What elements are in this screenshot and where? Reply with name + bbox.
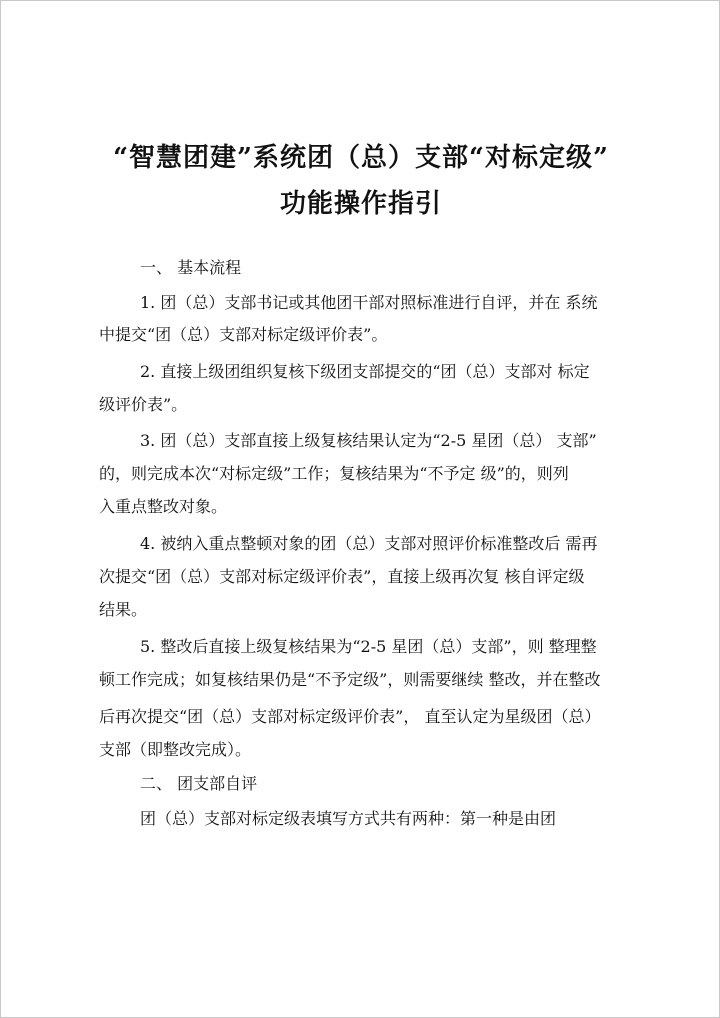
- section-heading-self-evaluation: 二、 团支部自评: [140, 774, 258, 793]
- paragraph-4-line-2: 次提交“团（总）支部对标定级评价表”，直接上级再次复 核自评定级: [99, 567, 585, 586]
- paragraph-4-line-3: 结果。: [99, 600, 148, 619]
- document-title-line-1: “智慧团建”系统团（总）支部“对标定级”: [113, 143, 609, 173]
- paragraph-5-line-2: 顿工作完成；如复核结果仍是“不予定级”，则需要继续 整改，并在整改: [99, 670, 601, 689]
- paragraph-4-line-1: 4. 被纳入重点整顿对象的团（总）支部对照评价标准整改后 需再: [140, 534, 598, 553]
- paragraph-1-line-2: 中提交“团（总）支部对标定级评价表”。: [99, 325, 388, 344]
- paragraph-3-line-3: 入重点整改对象。: [99, 497, 228, 516]
- paragraph-5-line-1: 5. 整改后直接上级复核结果为“2-5 星团（总）支部”，则 整理整: [140, 637, 597, 656]
- section-heading-basic-process: 一、 基本流程: [140, 258, 242, 277]
- paragraph-2-line-2: 级评价表”。: [99, 395, 188, 414]
- paragraph-5-line-3: 后再次提交“团（总）支部对标定级评价表”， 直至认定为星级团（总）: [99, 707, 601, 726]
- paragraph-3-line-2: 的，则完成本次“对标定级”工作；复核结果为“不予定 级”的，则列: [99, 464, 569, 483]
- paragraph-2-line-1: 2. 直接上级团组织复核下级团支部提交的“团（总）支部对 标定: [140, 362, 590, 381]
- document-title-line-2: 功能操作指引: [279, 189, 442, 219]
- paragraph-5-line-4: 支部（即整改完成）。: [99, 740, 252, 759]
- paragraph-6-line-1: 团（总）支部对标定级表填写方式共有两种：第一种是由团: [140, 809, 557, 828]
- paragraph-3-line-1: 3. 团（总）支部直接上级复核结果认定为“2-5 星团（总） 支部”: [140, 431, 597, 450]
- paragraph-1-line-1: 1. 团（总）支部书记或其他团干部对照标准进行自评，并在 系统: [140, 293, 598, 312]
